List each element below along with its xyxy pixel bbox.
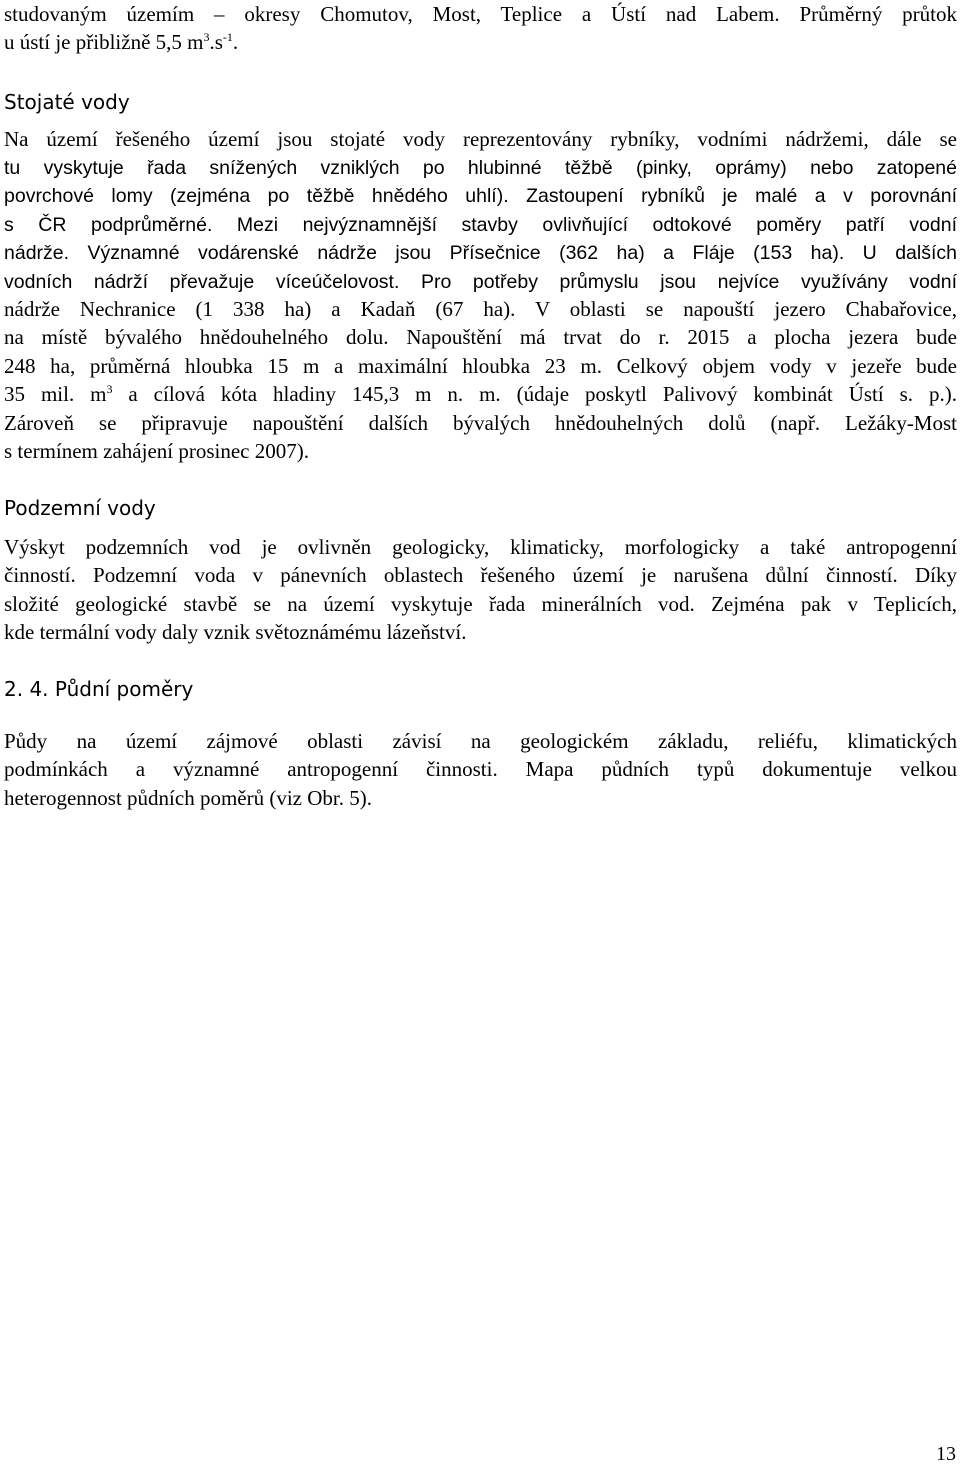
paragraph-line: podmínkách a významné antropogenní činnosti. Mapa půdních typů dokumentuje velkou [4, 757, 957, 782]
paragraph-line: studovaným územím – okresy Chomutov, Most, Teplice a Ústí nad Labem. Průměrný průtok [4, 2, 957, 26]
superscript: -1 [222, 30, 233, 45]
paragraph-line: 248 ha, průměrná hloubka 15 m a maximální hloubka 23 m. Celkový objem vody v jezeře bude [4, 353, 957, 378]
paragraph-line: na místě bývalého hnědouhelného dolu. Napouštění má trvat do r. 2015 a plocha jezera bude [4, 325, 957, 350]
superscript: 3 [106, 382, 113, 397]
section-heading-pudni-pomery: 2. 4. Půdní poměry [4, 677, 194, 701]
text-run: u ústí je přibližně 5,5 m [4, 30, 204, 55]
paragraph-line [4, 28, 957, 56]
stojate-paragraph-sans [4, 154, 957, 296]
paragraph-line: kde termální vody daly vznik světoznámému lázeňství. [4, 620, 467, 645]
podzemni-paragraph [4, 533, 957, 647]
section-heading-stojate-vody: Stojaté vody [4, 90, 130, 114]
paragraph-line: povrchové lomy (zejména po těžbě hnědého uhlí). Zastoupení rybníků je malé a v porovnání [4, 185, 957, 208]
paragraph-line: nádrže. Významné vodárenské nádrže jsou Přísečnice (362 ha) a Fláje (153 ha). U dalších [4, 242, 957, 265]
superscript: 3 [203, 30, 210, 45]
paragraph-line: Na území řešeného území jsou stojaté vody reprezentovány rybníky, vodními nádržemi, dále se [4, 127, 957, 151]
section-heading-podzemni-vody: Podzemní vody [4, 496, 156, 520]
stojate-paragraph-serif [4, 125, 957, 153]
page-number: 13 [936, 1443, 956, 1465]
paragraph-line: Výskyt podzemních vod je ovlivněn geologicky, klimaticky, morfologicky a také antropogenní [4, 535, 957, 559]
text-run: . [232, 30, 239, 55]
text-run: 35 mil. m [4, 382, 107, 407]
paragraph-line: Půdy na území zájmové oblasti závisí na geologickém základu, reliéfu, klimatických [4, 729, 957, 753]
text-run: .s [209, 30, 223, 55]
paragraph-line: s ČR podprůměrné. Mezi nejvýznamnější stavby ovlivňující odtokové poměry patří vodní [4, 213, 957, 236]
paragraph-line: Zároveň se připravuje napouštění dalších bývalých hnědouhelných dolů (např. Ležáky-Most [4, 410, 957, 435]
paragraph-line: s termínem zahájení prosinec 2007). [4, 439, 309, 464]
paragraph-line: tu vyskytuje řada snížených vzniklých po hlubinné těžbě (pinky, oprámy) nebo zatopené [4, 157, 957, 179]
paragraph-line: nádrže Nechranice (1 338 ha) a Kadaň (67 ha). V oblasti se napouští jezero Chabařovice, [4, 297, 957, 321]
paragraph-line: činností. Podzemní voda v pánevních oblastech řešeného území je narušena důlní činností. Díky [4, 563, 957, 588]
paragraph-line: vodních nádrží převažuje víceúčelovost. Pro potřeby průmyslu jsou nejvíce využívány vodní [4, 270, 957, 293]
intro-paragraph [4, 0, 957, 57]
stojate-paragraph-continued [4, 295, 957, 465]
text-run: a cílová kóta hladiny 145,3 m n. m. (údaje poskytl Palivový kombinát Ústí s. p.). [112, 382, 957, 407]
pudni-paragraph [4, 727, 957, 812]
paragraph-line: heterogennost půdních poměrů (viz Obr. 5). [4, 785, 372, 810]
paragraph-line: složité geologické stavbě se na území vyskytuje řada minerálních vod. Zejména pak v Teplicích, [4, 591, 957, 616]
paragraph-line [4, 380, 957, 408]
